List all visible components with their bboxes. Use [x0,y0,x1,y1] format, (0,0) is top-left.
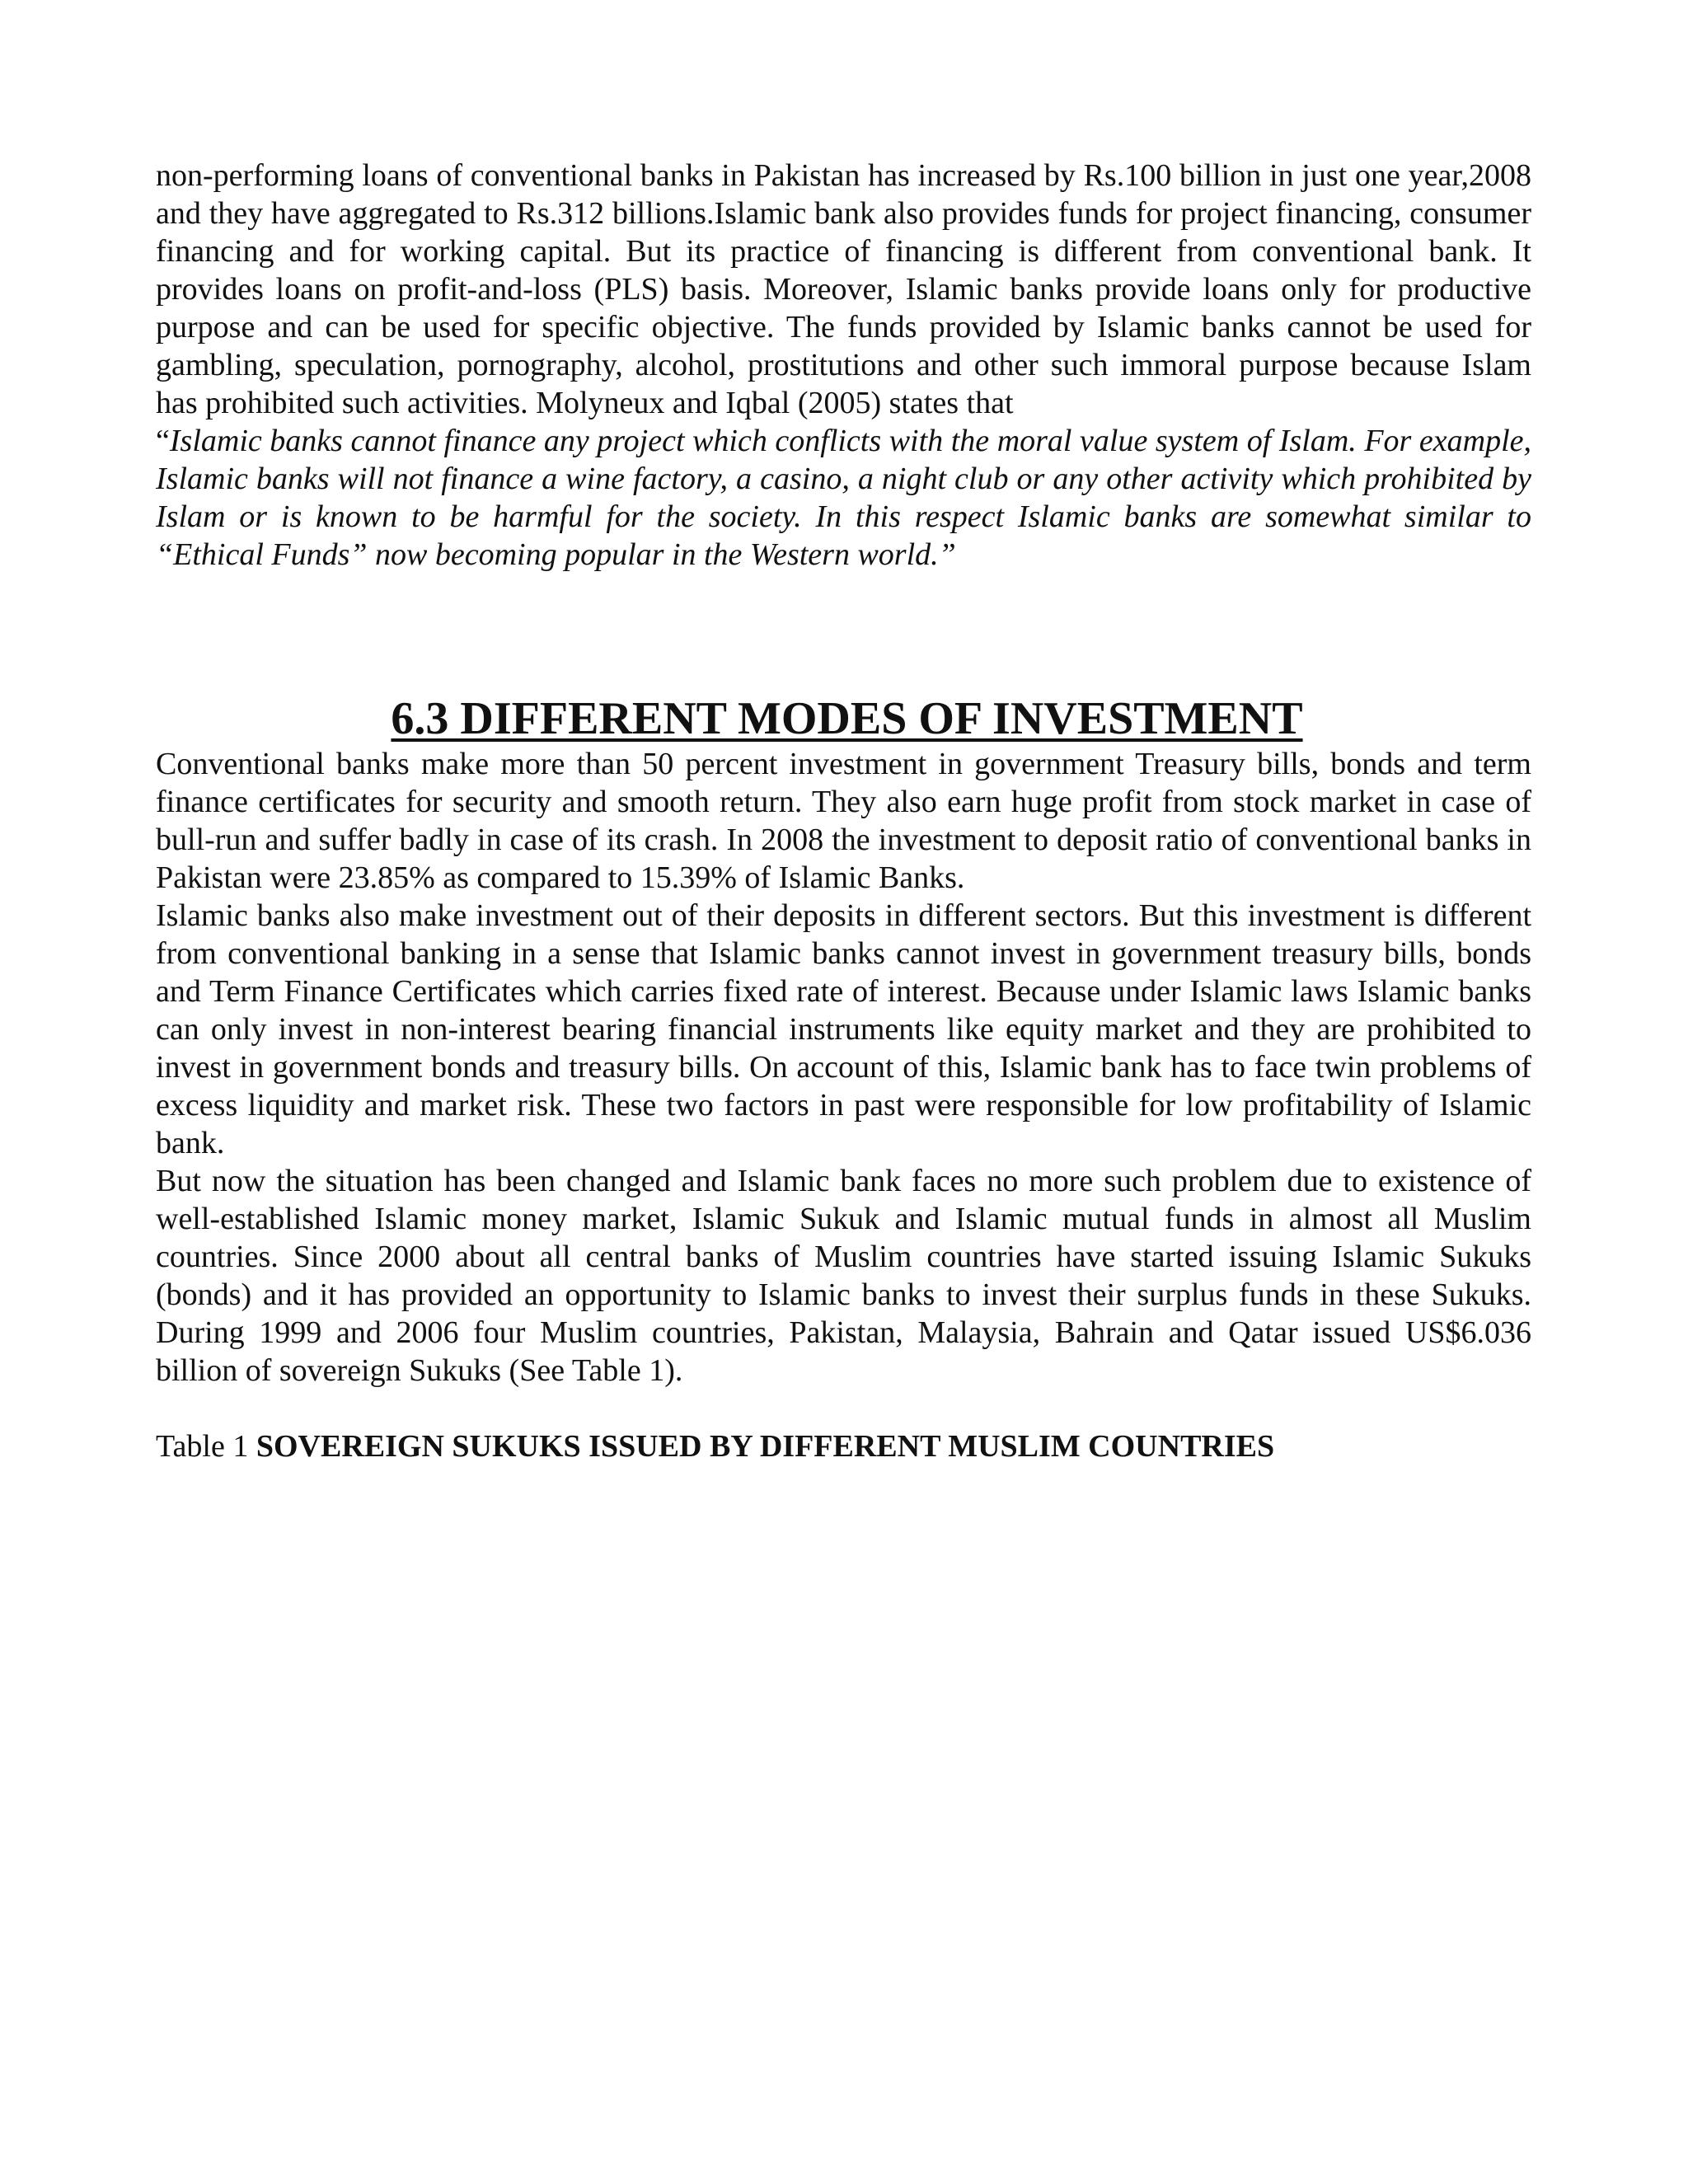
quote-open-mark: “ [156,424,170,458]
table-caption-title: SOVEREIGN SUKUKS ISSUED BY DIFFERENT MUSLIM COUNTRIES [256,1429,1275,1464]
quote-text: Islamic banks cannot finance any project which conflicts with the moral value system of Islam. For example, Islamic banks will not finance a wine factory, a casino, a night club or any other activity which prohibited by Islam or is known to be harmful for the society. In this respect Islamic banks are somewhat similar to “Ethical Funds” now becoming popular in the Western world.” [156,424,1531,572]
section-paragraph: Conventional banks make more than 50 percent investment in government Treasury bills, bonds and term finance certificates for security and smooth return. They also earn huge profit from stock market in case of bull-run and suffer badly in case of its crash. In 2008 the investment to deposit ratio of conventional banks in Pakistan were 23.85% as compared to 15.39% of Islamic Banks. [156,747,1531,895]
document-page [156,157,1531,1465]
table-caption-label: Table 1 [156,1429,249,1464]
table-caption [156,1427,1531,1465]
intro-paragraph: non-performing loans of conventional banks in Pakistan has increased by Rs.100 billion in just one year,2008 and they have aggregated to Rs.312 billions.Islamic bank also provides funds for project financing, consumer financing and for working capital. But its practice of financing is different from conventional bank. It provides loans on profit-and-loss (PLS) basis. Moreover, Islamic banks provide loans only for productive purpose and can be used for specific objective. The funds provided by Islamic banks cannot be used for gambling, speculation, pornography, alcohol, prostitutions and other such immoral purpose because Islam has prohibited such activities. Molyneux and Iqbal (2005) states that [156,158,1531,420]
section-paragraph: Islamic banks also make investment out of their deposits in different sectors. But this investment is different from conventional banking in a sense that Islamic banks cannot invest in government treasury bills, bonds and Term Finance Certificates which carries fixed rate of interest. Because under Islamic laws Islamic banks can only invest in non-interest bearing financial instruments like equity market and they are prohibited to invest in government bonds and treasury bills. On account of this, Islamic bank has to face twin problems of excess liquidity and market risk. These two factors in past were responsible for low profitability of Islamic bank. [156,898,1531,1160]
section-paragraph: But now the situation has been changed and Islamic bank faces no more such problem due to existence of well-established Islamic money market, Islamic Sukuk and Islamic mutual funds in almost all Muslim countries. Since 2000 about all central banks of Muslim countries have started issuing Islamic Sukuks (bonds) and it has provided an opportunity to Islamic banks to invest their surplus funds in these Sukuks. During 1999 and 2006 four Muslim countries, Pakistan, Malaysia, Bahrain and Qatar issued US$6.036 billion of sovereign Sukuks (See Table 1). [156,1164,1531,1388]
section-heading: 6.3 DIFFERENT MODES OF INVESTMENT [391,693,1303,744]
block-quote [156,422,1531,574]
